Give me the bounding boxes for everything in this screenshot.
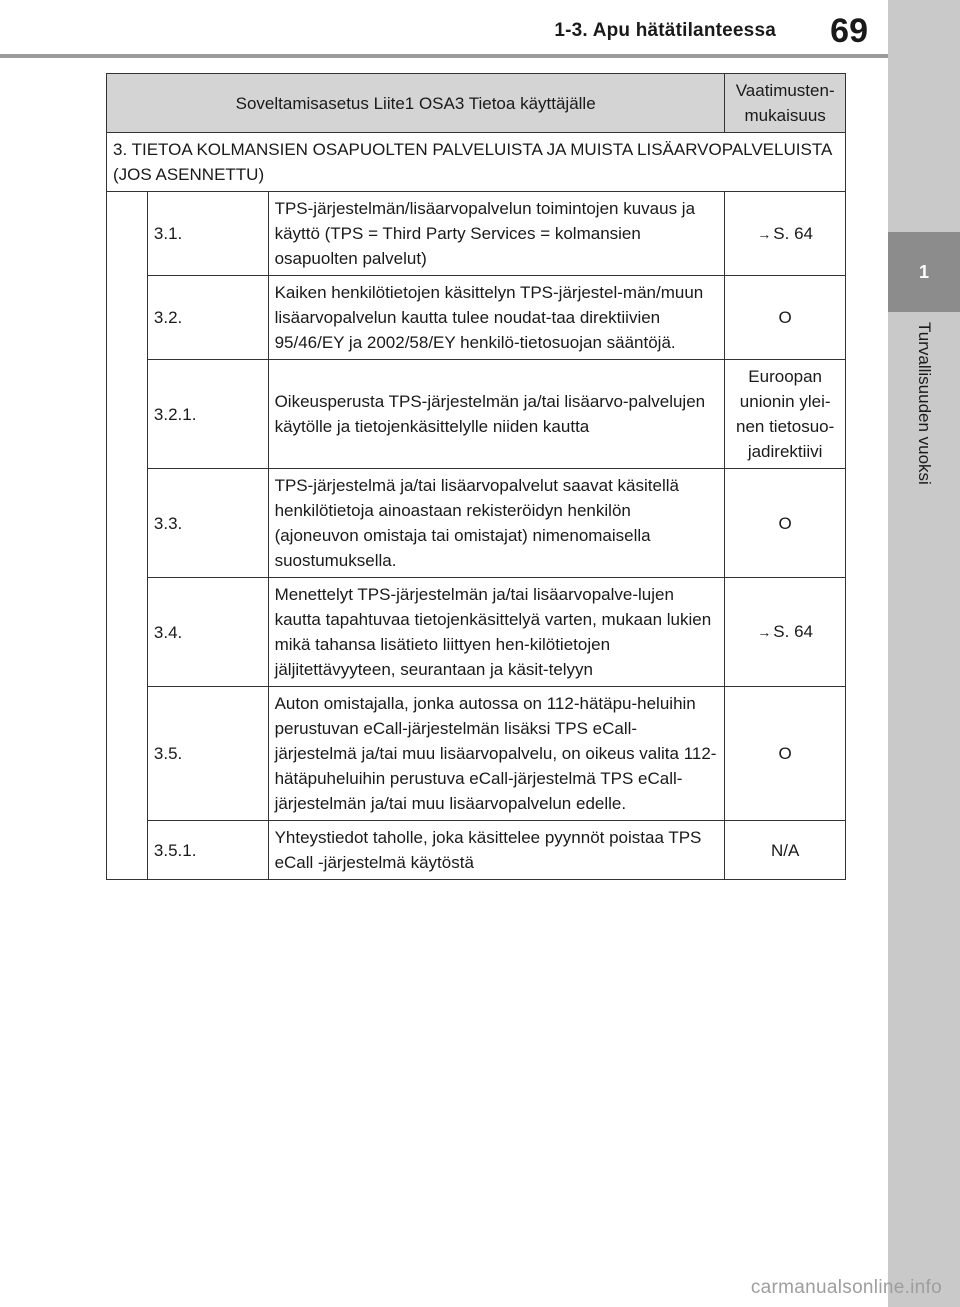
page-reference: S. 64 [773, 223, 813, 243]
row-number: 3.2.1. [147, 360, 268, 469]
table-row [107, 360, 846, 469]
arrow-right-icon: → [757, 624, 772, 640]
section-row [107, 133, 846, 192]
page-number: 69 [830, 12, 868, 50]
table-row [107, 578, 846, 687]
header-compliance: Vaatimusten- mukaisuus [725, 74, 846, 133]
table-header-row [107, 74, 846, 133]
row-number: 3.4. [147, 578, 268, 687]
section-title: 1-3. Apu hätätilanteessa [554, 20, 776, 41]
row-compliance [725, 276, 846, 360]
table-row [107, 192, 846, 276]
row-description: Yhteystiedot taholle, joka käsittelee pyynnöt poistaa TPS eCall -järjestelmä käytöstä [268, 821, 725, 880]
header-regulation: Soveltamisasetus Liite1 OSA3 Tietoa käyttäjälle [107, 74, 725, 133]
row-compliance [725, 578, 846, 687]
section-title-cell: 3. TIETOA KOLMANSIEN OSAPUOLTEN PALVELUISTA JA MUISTA LISÄARVOPALVELUISTA (JOS ASENNETTU) [107, 133, 846, 192]
table-row [107, 469, 846, 578]
row-compliance [725, 360, 846, 469]
row-description: Menettelyt TPS-järjestelmän ja/tai lisäarvopalve-lujen kautta tapahtuvaa tietojenkäsittelyä varten, mukaan lukien mikä tahansa lisätieto liittyen hen-kilötietojen jäljitettävyyteen, seurantaan ja käsit-telyyn [268, 578, 725, 687]
chapter-number: 1 [918, 262, 929, 282]
row-compliance [725, 821, 846, 880]
watermark: carmanualsonline.info [750, 1277, 942, 1298]
row-number: 3.5.1. [147, 821, 268, 880]
chapter-marker [888, 232, 960, 312]
compliance-value: O [778, 513, 792, 533]
compliance-value: O [778, 744, 792, 763]
row-compliance [725, 687, 846, 821]
row-description: Auton omistajalla, jonka autossa on 112-hätäpu-heluihin perustuvan eCall-järjestelmän lisäksi TPS eCall-järjestelmä ja/tai muu lisäarvopalvelu, on oikeus valita 112-hätäpuheluihin perustuva eCall-järjestelmä TPS eCall-järjestelmän ja/tai muu lisäarvopalvelun edelle. [268, 687, 725, 821]
arrow-right-icon: → [757, 225, 772, 242]
row-number: 3.1. [147, 192, 268, 276]
header-divider [0, 54, 888, 58]
row-description: Oikeusperusta TPS-järjestelmän ja/tai lisäarvo-palvelujen käytölle ja tietojenkäsittelylle niiden kautta [268, 360, 725, 469]
row-number: 3.3. [147, 469, 268, 578]
chapter-title: Turvallisuuden vuoksi [915, 322, 934, 485]
row-number: 3.2. [147, 276, 268, 360]
row-compliance [725, 192, 846, 276]
indent-cell [107, 192, 148, 880]
compliance-value: N/A [770, 840, 800, 860]
row-description: TPS-järjestelmä ja/tai lisäarvopalvelut saavat käsitellä henkilötietoja ainoastaan rekisteröidyn henkilön (ajoneuvon omistaja tai omistajat) nimenomaisella suostumuksella. [268, 469, 725, 578]
compliance-table [106, 73, 846, 880]
page-reference: S. 64 [773, 622, 813, 641]
table-row [107, 687, 846, 821]
compliance-value: O [778, 308, 792, 327]
table-row [107, 276, 846, 360]
row-compliance [725, 469, 846, 578]
row-description: Kaiken henkilötietojen käsittelyn TPS-järjestel-män/muun lisäarvopalvelun kautta tulee noudat-taa direktiivien 95/46/EY ja 2002/58/EY henkilö-tietosuojan sääntöjä. [268, 276, 725, 360]
table-row [107, 821, 846, 880]
chapter-side-tab [888, 0, 960, 1307]
page-header [0, 0, 888, 56]
compliance-value: Euroopan unionin ylei-nen tietosuo-jadirektiivi [736, 367, 835, 461]
row-number: 3.5. [147, 687, 268, 821]
row-description: TPS-järjestelmän/lisäarvopalvelun toimintojen kuvaus ja käyttö (TPS = Third Party Services = kolmansien osapuolten palvelut) [268, 192, 725, 276]
